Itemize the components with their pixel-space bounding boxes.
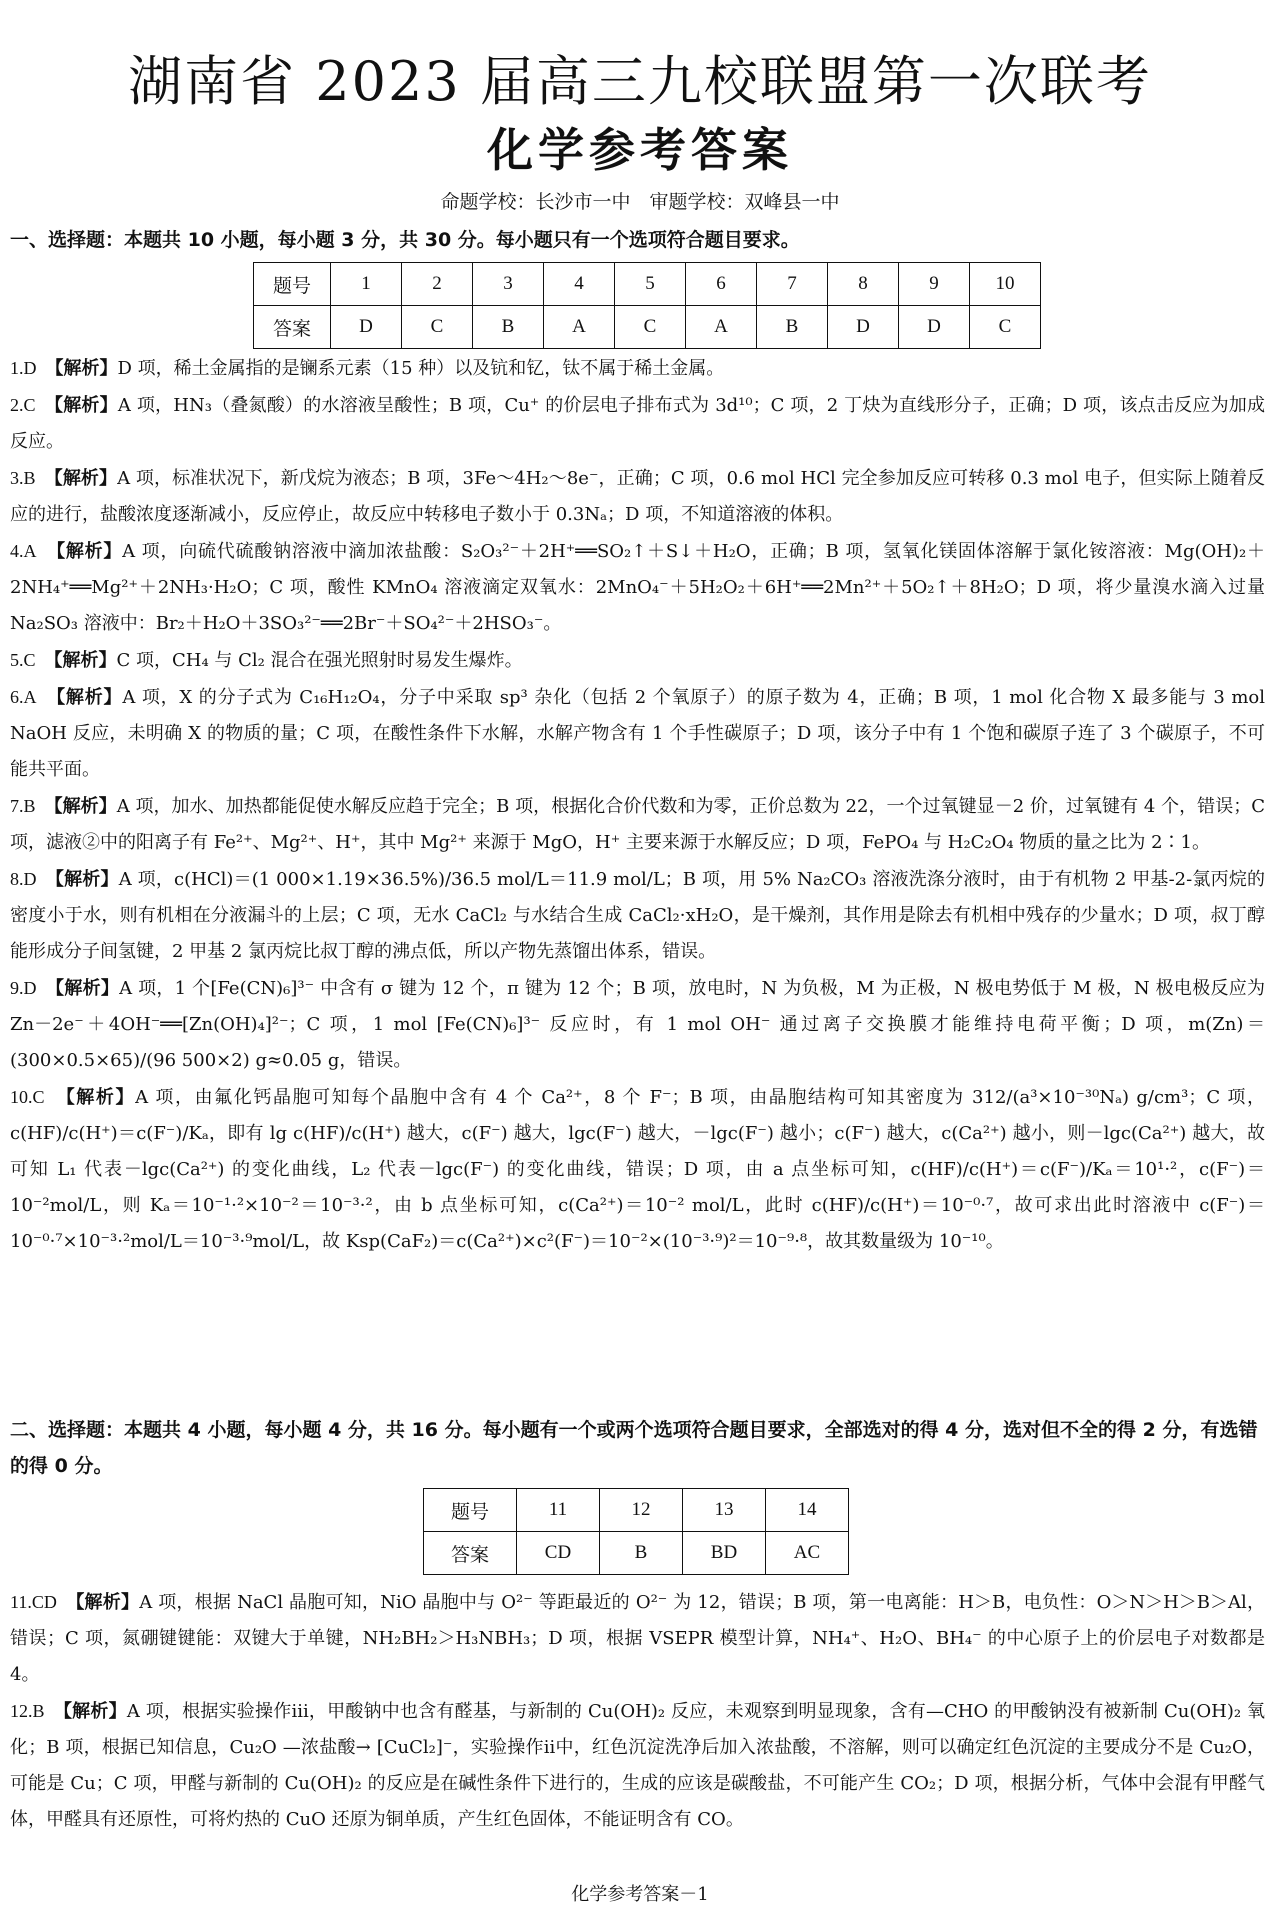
answer-cell: A [544,306,615,349]
row-label-answer: 答案 [424,1532,517,1575]
explanation-item [10,970,1265,1079]
analysis-tag: 【解析】 [55,978,120,999]
explanation-item [10,642,1265,679]
question-number: 7 [757,263,828,306]
explanation-item [10,460,1265,533]
row-label-question: 题号 [254,263,331,306]
analysis-tag: 【解析】 [53,796,117,817]
document-title: 化学参考答案 [487,123,793,177]
question-number: 1 [331,263,402,306]
analysis-tag: 【解析】 [54,358,118,379]
item-number: 1.D [10,358,37,378]
answer-cell: D [899,306,970,349]
answer-cell: B [757,306,828,349]
answer-cell: D [828,306,899,349]
answer-cell: C [970,306,1041,349]
explanation-item [10,788,1265,861]
question-number: 2 [402,263,473,306]
item-number: 4.A [10,541,37,561]
answer-cell: C [402,306,473,349]
question-number-row [254,263,1041,306]
analysis-tag: 【解析】 [53,395,118,416]
question-number: 6 [686,263,757,306]
item-text: A 项，HN₃（叠氮酸）的水溶液呈酸性；B 项，Cu⁺ 的价层电子排布式为 3d¹⁰；C 项，2 丁炔为直线形分子，正确；D 项，该点击反应为加成反应。 [10,395,1266,452]
analysis-tag: 【解析】 [56,541,123,562]
analysis-tag: 【解析】 [53,468,118,489]
question-number: 9 [899,263,970,306]
item-text: A 项，1 个[Fe(CN)₆]³⁻ 中含有 σ 键为 12 个，π 键为 12 个；B 项，放电时，N 为负极，M 为正极，N 极电势低于 M 极，N 极电极反应为 Zn－2e⁻＋4OH⁻══[Zn(OH)₄]²⁻；C 项，1 mol [Fe(CN)₆]³⁻ 反应时，有 1 mol OH⁻ 通过离子交换膜才能维持电荷平衡；D 项，m(Zn)＝(300×0.5×65)/(96 500×2) g≈0.05 g，错误。 [10,978,1266,1071]
question-number: 10 [970,263,1041,306]
question-number: 5 [615,263,686,306]
answer-cell: B [473,306,544,349]
analysis-tag: 【解析】 [62,1701,127,1722]
item-text: A 项，由氟化钙晶胞可知每个晶胞中含有 4 个 Ca²⁺，8 个 F⁻；B 项，由晶胞结构可知其密度为 312/(a³×10⁻³⁰Nₐ) g/cm³；C 项，c(HF)/c(H⁺)＝c(F⁻)/Kₐ，即有 lg c(HF)/c(H⁺) 越大，c(F⁻) 越大，lgc(F⁻) 越大，－lgc(F⁻) 越小；c(F⁻) 越大，c(Ca²⁺) 越小，则－lgc(Ca²⁺) 越大，故可知 L₁ 代表－lgc(Ca²⁺) 的变化曲线，L₂ 代表－lgc(F⁻) 的变化曲线，错误；D 项，由 a 点坐标可知，c(HF)/c(H⁺)＝c(F⁻)/Kₐ＝10¹·²，c(F⁻)＝10⁻²mol/L，则 Kₐ＝10⁻¹·²×10⁻²＝10⁻³·²，由 b 点坐标可知，c(Ca²⁺)＝10⁻² mol/L，此时 c(HF)/c(H⁺)＝10⁻⁰·⁷，故可求出此时溶液中 c(F⁻)＝10⁻⁰·⁷×10⁻³·²mol/L＝10⁻³·⁹mol/L，故 Ksp(CaF₂)＝c(Ca²⁺)×c²(F⁻)＝10⁻²×(10⁻³·⁹)²＝10⁻⁹·⁸，故其数量级为 10⁻¹⁰。 [10,1087,1266,1252]
item-number: 6.A [10,687,37,707]
answer-cell: B [600,1532,683,1575]
explanation-item [10,350,1265,387]
analysis-tag: 【解析】 [75,1592,140,1613]
section2-heading: 二、选择题：本题共 4 小题，每小题 4 分，共 16 分。每小题有一个或两个选项符合题目要求，全部选对的得 4 分，选对但不全的得 2 分，有选错的得 0 分。 [10,1419,1258,1477]
answer-cell: D [331,306,402,349]
item-text: A 项，加水、加热都能促使水解反应趋于完全；B 项，根据化合价代数和为零，正价总数为 22，一个过氧键显－2 价，过氧键有 4 个，错误；C 项，滤液②中的阳离子有 Fe²⁺、Mg²⁺、H⁺，其中 Mg²⁺ 来源于 MgO，H⁺ 主要来源于水解反应；D 项，FePO₄ 与 H₂C₂O₄ 物质的量之比为 2∶1。 [10,796,1265,853]
section1-heading: 一、选择题：本题共 10 小题，每小题 3 分，共 30 分。每小题只有一个选项符合题目要求。 [10,229,800,251]
item-text: A 项，向硫代硫酸钠溶液中滴加浓盐酸：S₂O₃²⁻＋2H⁺══SO₂↑＋S↓＋H₂O，正确；B 项，氢氧化镁固体溶解于氯化铵溶液：Mg(OH)₂＋2NH₄⁺══Mg²⁺＋2NH₃·H₂O；C 项，酸性 KMnO₄ 溶液滴定双氧水：2MnO₄⁻＋5H₂O₂＋6H⁺══2Mn²⁺＋5O₂↑＋8H₂O；D 项，将少量溴水滴入过量 Na₂SO₃ 溶液中：Br₂＋H₂O＋3SO₃²⁻══2Br⁻＋SO₄²⁻＋2HSO₃⁻。 [10,541,1266,634]
question-number: 8 [828,263,899,306]
item-text: A 项，c(HCl)＝(1 000×1.19×36.5%)/36.5 mol/L＝11.9 mol/L；B 项，用 5% Na₂CO₃ 溶液洗涤分液时，由于有机物 2 甲基-2-氯丙烷的密度小于水，则有机相在分液漏斗的上层；C 项，无水 CaCl₂ 与水结合生成 CaCl₂·xH₂O，是干燥剂，其作用是除去有机相中残存的少量水；D 项，叔丁醇能形成分子间氢键，2 甲基 2 氯丙烷比叔丁醇的沸点低，所以产物先蒸馏出体系，错误。 [10,869,1266,962]
item-number: 9.D [10,978,37,998]
explanation-item [10,387,1265,460]
item-text: A 项，根据 NaCl 晶胞可知，NiO 晶胞中与 O²⁻ 等距最近的 O²⁻ 为 12，错误；B 项，第一电离能：H＞B，电负性：O＞N＞H＞B＞Al，错误；C 项，氮硼键键能：双键大于单键，NH₂BH₂＞H₃NBH₃；D 项，根据 VSEPR 模型计算，NH₄⁺、H₂O、BH₄⁻ 的中心原子上的价层电子对数都是 4。 [10,1592,1266,1685]
analysis-tag: 【解析】 [53,650,117,671]
answer-cell: A [686,306,757,349]
row-label-question: 题号 [424,1489,517,1532]
explanation-item [10,1693,1265,1838]
item-number: 11.CD [10,1592,57,1612]
item-text: D 项，稀土金属指的是镧系元素（15 种）以及钪和钇，钛不属于稀土金属。 [117,358,725,379]
answer-row [424,1532,849,1575]
analysis-tag: 【解析】 [65,1087,136,1108]
exam-title: 湖南省 2023 届高三九校联盟第一次联考 [128,50,1152,113]
item-number: 5.C [10,650,36,670]
question-number: 14 [766,1489,849,1532]
answer-cell: CD [517,1532,600,1575]
answer-row [254,306,1041,349]
explanation-item [10,533,1265,642]
analysis-tag: 【解析】 [54,869,119,890]
analysis-tag: 【解析】 [56,687,123,708]
explanation-item [10,1079,1265,1260]
row-label-answer: 答案 [254,306,331,349]
item-number: 10.C [10,1087,45,1107]
section2-answer-table [423,1488,849,1575]
item-text: C 项，CH₄ 与 Cl₂ 混合在强光照射时易发生爆炸。 [116,650,523,671]
item-text: A 项，根据实验操作ⅲ，甲酸钠中也含有醛基，与新制的 Cu(OH)₂ 反应，未观察到明显现象，含有—CHO 的甲酸钠没有被新制 Cu(OH)₂ 氧化；B 项，根据已知信息，Cu₂O —浓盐酸→ [CuCl₂]⁻，实验操作ⅱ中，红色沉淀洗净后加入浓盐酸，不溶解，则可以确定红色沉淀的主要成分不是 Cu₂O，可能是 Cu；C 项，甲醛与新制的 Cu(OH)₂ 的反应是在碱性条件下进行的，生成的应该是碳酸盐，不可能产生 CO₂；D 项，根据分析，气体中会混有甲醛气体，甲醛具有还原性，可将灼热的 CuO 还原为铜单质，产生红色固体，不能证明含有 CO。 [10,1701,1266,1830]
question-number-row [424,1489,849,1532]
item-number: 7.B [10,796,36,816]
section2-explanations [10,1584,1265,1838]
section1-explanations [10,350,1265,1260]
question-number: 11 [517,1489,600,1532]
section1-answer-table [253,262,1041,349]
item-text: A 项，X 的分子式为 C₁₆H₁₂O₄，分子中采取 sp³ 杂化（包括 2 个氧原子）的原子数为 4，正确；B 项，1 mol 化合物 X 最多能与 3 mol NaOH 反应，未明确 X 的物质的量；C 项，在酸性条件下水解，水解产物含有 1 个手性碳原子；D 项，该分子中有 1 个饱和碳原子连了 3 个碳原子，不可能共平面。 [10,687,1266,780]
item-number: 12.B [10,1701,45,1721]
item-text: A 项，标准状况下，新戊烷为液态；B 项，3Fe～4H₂～8e⁻，正确；C 项，0.6 mol HCl 完全参加反应可转移 0.3 mol 电子，但实际上随着反应的进行，盐酸浓度逐渐减小，反应停止，故反应中转移电子数小于 0.3Nₐ；D 项，不知道溶液的体积。 [10,468,1266,525]
answer-cell: BD [683,1532,766,1575]
item-number: 8.D [10,869,37,889]
answer-cell: AC [766,1532,849,1575]
question-number: 4 [544,263,615,306]
item-number: 3.B [10,468,36,488]
explanation-item [10,861,1265,970]
question-number: 12 [600,1489,683,1532]
answer-cell: C [615,306,686,349]
question-number: 3 [473,263,544,306]
schools-line: 命题学校：长沙市一中 审题学校：双峰县一中 [440,191,840,213]
page-footer: 化学参考答案－1 [571,1884,709,1905]
item-number: 2.C [10,395,36,415]
question-number: 13 [683,1489,766,1532]
explanation-item [10,679,1265,788]
explanation-item [10,1584,1265,1693]
